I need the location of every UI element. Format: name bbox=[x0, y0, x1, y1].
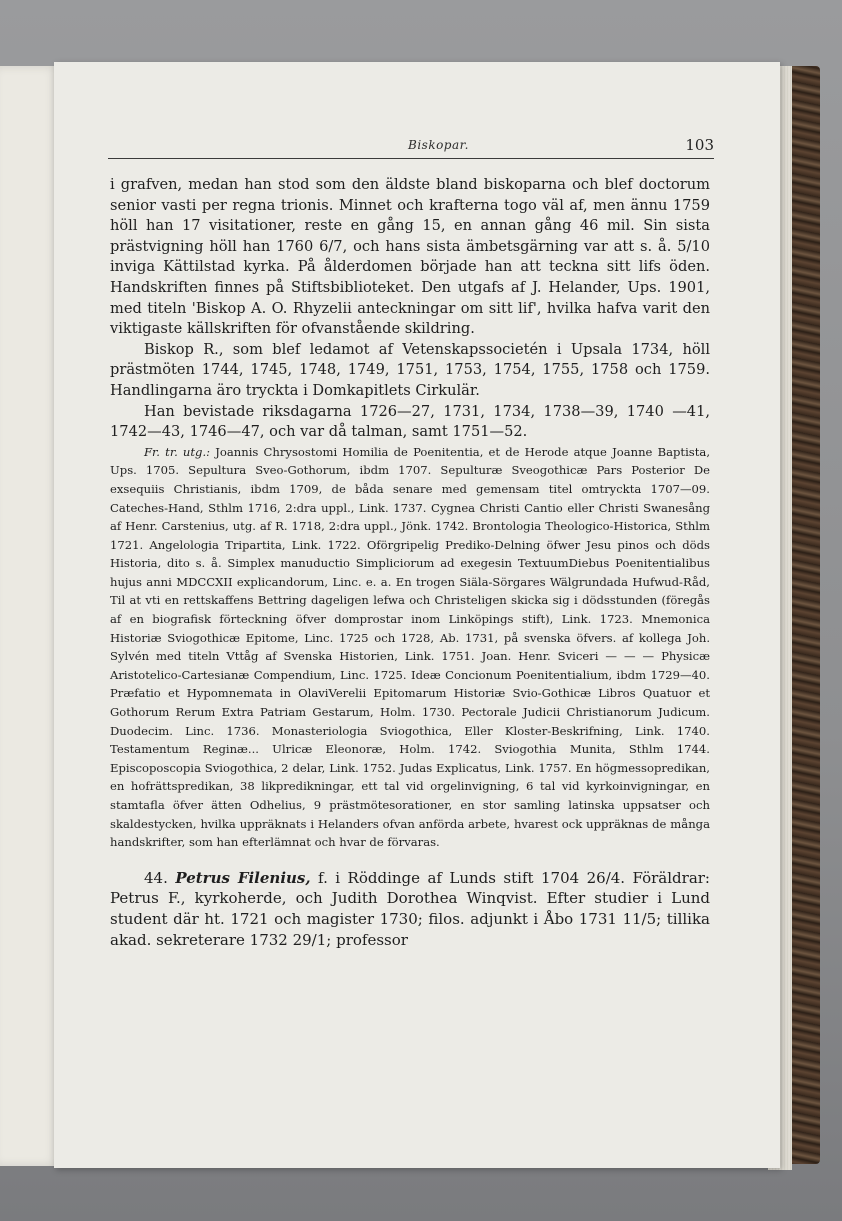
page-number: 103 bbox=[685, 136, 714, 154]
entry-text: f. i Röddinge af Lunds stift 1704 26/4. Föräldrar: Petrus F., kyrkoherde, och Judith Dorothea Winqvist. Efter studier i Lund student där ht. 1721 och magister 1730; filos. adjunkt i Åbo 1731 11/5; tillika akad. sekreterare 1732 29/1; professor bbox=[110, 868, 710, 949]
note-text: Joannis Chrysostomi Homilia de Poenitentia, et de Herode atque Joanne Baptista, Ups. 1705. Sepultura Sveo-Gothorum, ibdm 1707. Sepulturæ Sveogothicæ Pars Posterior De exsequiis Christianis, ibdm 1709, de båda senare med gemensam titel omtryckta 1707—09. Cateches-Hand, Sthlm 1716, 2:dra uppl., Link. 1737. Cygnea Christi Cantio eller Christi Swanesång af Henr. Carstenius, utg. af R. 1718, 2:dra uppl., Jönk. 1742. Brontologia Theologico-Historica, Sthlm 1721. Angelologia Tripartita, Link. 1722. Oförgripelig Prediko-Delning öfwer Jesu pinos och döds Historia, dito s. å. Simplex manuductio Simpliciorum ad exegesin TextuumDiebus Poenitentialibus hujus anni MDCCXII explicandorum, Linc. e. a. En trogen Siäla-Sörgares Wälgrundada Hufwud-Råd, Til at vti en rettskaffens Bettring dageligen lefwa och Christeligen skicka sig i dödsstunden (föregås af en biografisk förteckning öfver domprostar inom Linköpings stift), Link. 1723. Mnemonica Historiæ Sviogothicæ Epitome, Linc. 1725 och 1728, Ab. 1731, på svenska öfvers. af kollega Joh. Sylvén med titeln Vttåg af Svenska Historien, Link. 1751. Joan. Henr. Sviceri — — — Physicæ Aristotelico-Cartesianæ Compendium, Linc. 1725. Ideæ Concionum Poenitentialium, ibdm 1729—40. Præfatio et Hypomnemata in OlaviVerelii Epitomarum Historiæ Svio-Gothicæ Libros Quatuor et Gothorum Rerum Extra Patriam Gestarum, Holm. 1730. Pectorale Judicii Christianorum Judicum. Duodecim. Linc. 1736. Monasteriologia Sviogothica, Eller Kloster-Beskrifning, Link. 1740. Testamentum Reginæ... Ulricæ Eleonoræ, Holm. 1742. Sviogothia Munita, Sthlm 1744. Episcoposcopia Sviogothica, 2 delar, Link. 1752. Judas Explicatus, Link. 1757. En högmessopredikan, en hofrättspredikan, 38 likpredikningar, ett tal vid orgelinvigning, 6 tal vid kyrkoinvigningar, en stamtafla öfver ätten Odhelius, 9 prästmötesorationer, en stor samling latinska uppsatser och skaldestycken, hvilka uppräknats i Helanders ofvan anförda arbete, hvarest ock uppräknas de många handskrifter, som han efterlämnat och hvar de förvaras. bbox=[110, 444, 711, 850]
paragraph-3: Han bevistade riksdagarna 1726—27, 1731, 1734, 1738—39, 1740 —41, 1742—43, 1746—47, och var då talman, samt 1751—52. bbox=[110, 402, 710, 441]
page-body bbox=[110, 175, 710, 950]
biography-entry bbox=[110, 868, 710, 950]
paragraph-1: i grafven, medan han stod som den äldste bland biskoparna och blef doctorum senior vasti per regna trionis. Minnet och krafterna togo väl af, men ännu 1759 höll han 17 visitationer, reste en gång 15, en annan gång 46 mil. Sin sista prästvigning höll han 1760 6/7, och hans sista ämbetsgärning var att s. å. 5/10 inviga Kättilstad kyrka. På ålderdomen började han att teckna sitt lifs öden. Handskriften finnes på Stiftsbiblioteket. Den utgafs af J. Helander, Ups. 1901, med titeln 'Biskop A. O. Rhyzelii anteckningar om sitt lif', hvilka hafva varit den viktigaste källskriften för ofvanstående skildring. bbox=[110, 176, 710, 338]
paragraph-2: Biskop R., som blef ledamot af Vetenskapssocietén i Upsala 1734, höll prästmöten 1744, 1745, 1748, 1749, 1751, 1753, 1754, 1755, 1758 och 1759. Handlingarna äro tryckta i Domkapitlets Cirkulär. bbox=[110, 340, 710, 399]
book-page bbox=[54, 62, 780, 1168]
running-head: Biskopar. bbox=[408, 138, 469, 152]
page-header bbox=[108, 136, 714, 160]
header-rule bbox=[108, 158, 714, 159]
entry-number: 44. bbox=[144, 868, 168, 887]
note-lead: Fr. tr. utg.: bbox=[144, 444, 211, 459]
facing-page-edge bbox=[0, 66, 61, 1166]
bibliography-note bbox=[110, 443, 710, 852]
entry-name: Petrus Filenius, bbox=[175, 868, 311, 887]
